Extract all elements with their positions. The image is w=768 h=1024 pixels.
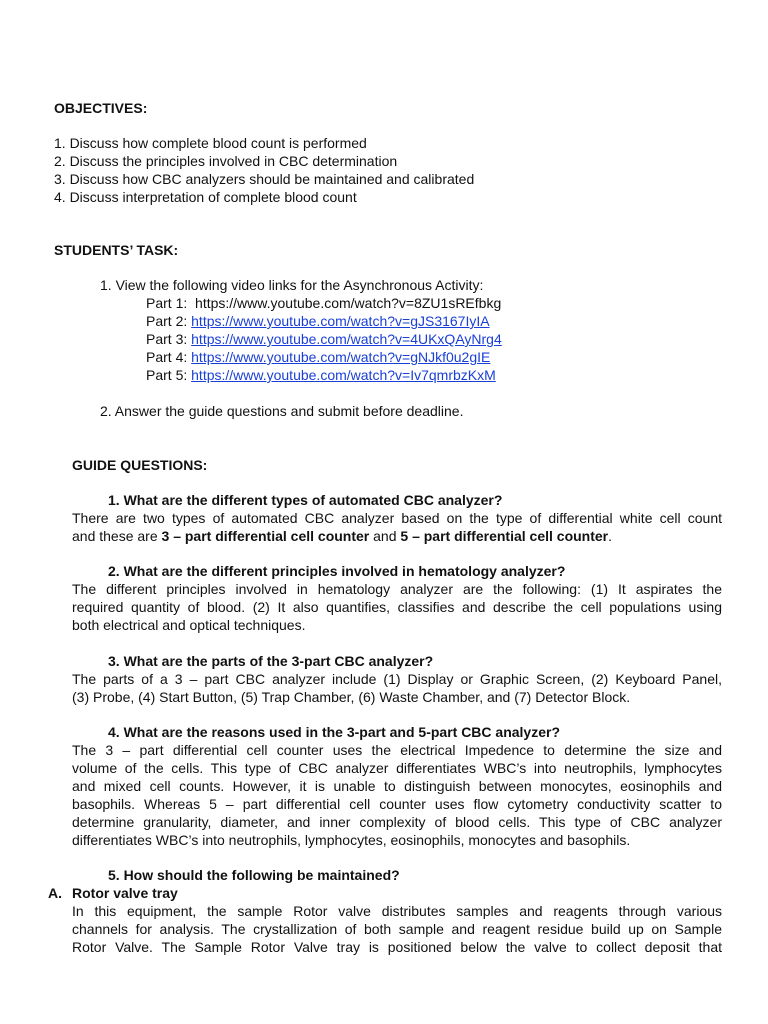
video-part-label: Part 4: (146, 349, 188, 365)
answer-line: (3) Probe, (4) Start Button, (5) Trap Chamber, (6) Waste Chamber, and (7) Detector Block. (72, 689, 631, 705)
objective-item: 3. Discuss how CBC analyzers should be maintained and calibrated (54, 171, 475, 187)
task-item: 1. View the following video links for the Asynchronous Activity: (100, 277, 484, 293)
question-1: 1. What are the different types of automated CBC analyzer? (108, 492, 503, 508)
answer-line: channels for analysis. The crystallization of both sample and reagent residue build up on Sample (72, 921, 722, 937)
answer-line: required quantity of blood. (2) It also quantifies, classifies and describe the cell populations using (72, 599, 722, 615)
students-task-heading: STUDENTS’ TASK: (54, 242, 179, 258)
question-4: 4. What are the reasons used in the 3-part and 5-part CBC analyzer? (108, 724, 560, 740)
answer-emphasis: 3 – part differential cell counter (161, 528, 370, 544)
answer-line: Rotor Valve. The Sample Rotor Valve tray is positioned below the valve to collect deposit that (72, 939, 722, 955)
objective-item: 1. Discuss how complete blood count is performed (54, 135, 367, 151)
answer-line: The 3 – part differential cell counter uses the electrical Impedence to determine the size and (72, 742, 722, 758)
answer-line: determine granularity, diameter, and inner complexity of blood cells. This type of CBC analyzer (72, 814, 722, 830)
question-2: 2. What are the different principles involved in hematology analyzer? (108, 563, 566, 579)
answer-text: . (608, 528, 613, 544)
video-link-row (146, 294, 501, 312)
subsection-title: Rotor valve tray (72, 885, 178, 901)
answer-line: and mixed cell counts. However, it is unable to distinguish between monocytes, eosinophils and (72, 778, 722, 794)
video-link-row (146, 348, 490, 366)
guide-questions-heading: GUIDE QUESTIONS: (72, 457, 208, 473)
video-part-label: Part 2: (146, 313, 188, 329)
objectives-heading: OBJECTIVES: (54, 100, 148, 116)
answer-line: In this equipment, the sample Rotor valve distributes samples and reagents through various (72, 903, 722, 919)
video-link-row (146, 330, 502, 348)
video-url[interactable]: https://www.youtube.com/watch?v=8ZU1sREfbkg (195, 295, 502, 311)
answer-line: both electrical and optical techniques. (72, 617, 306, 633)
task-item: 2. Answer the guide questions and submit before deadline. (100, 403, 464, 419)
answer-text: and these are (72, 528, 162, 544)
answer-text: and (369, 528, 401, 544)
answer-line: The parts of a 3 – part CBC analyzer include (1) Display or Graphic Screen, (2) Keyboard Panel, (72, 671, 722, 687)
answer-line: The different principles involved in hematology analyzer are the following: (1) It aspirates the (72, 581, 722, 597)
answer-line: differentiates WBC’s into neutrophils, lymphocytes, eosinophils, monocytes and basophils. (72, 832, 631, 848)
video-part-label: Part 1: (146, 295, 188, 311)
video-link[interactable]: https://www.youtube.com/watch?v=gJS3167IyIA (191, 313, 490, 329)
video-part-label: Part 5: (146, 367, 188, 383)
answer-2 (72, 580, 722, 634)
answer-1 (72, 509, 722, 545)
answer-5a (72, 902, 722, 956)
answer-line: basophils. Whereas 5 – part differential cell counter uses flow cytometry conductivity scatter to (72, 796, 722, 812)
objective-item: 2. Discuss the principles involved in CBC determination (54, 153, 398, 169)
answer-4 (72, 741, 722, 849)
answer-emphasis: 5 – part differential cell counter (400, 528, 609, 544)
answer-line: volume of the cells. This type of CBC analyzer differentiates WBC’s into neutrophils, lymphocytes (72, 760, 722, 776)
video-part-label: Part 3: (146, 331, 188, 347)
video-link[interactable]: https://www.youtube.com/watch?v=gNJkf0u2gIE (191, 349, 491, 365)
video-link-row (146, 366, 496, 384)
video-link[interactable]: https://www.youtube.com/watch?v=Iv7qmrbzKxM (191, 367, 496, 383)
question-5: 5. How should the following be maintained? (108, 867, 400, 883)
subsection-letter: A. (48, 885, 62, 901)
video-link-row (146, 312, 490, 330)
video-link[interactable]: https://www.youtube.com/watch?v=4UKxQAyNrg4 (191, 331, 502, 347)
answer-3 (72, 670, 722, 706)
objective-item: 4. Discuss interpretation of complete blood count (54, 189, 357, 205)
answer-line (72, 527, 722, 545)
question-3: 3. What are the parts of the 3-part CBC analyzer? (108, 653, 434, 669)
answer-line: There are two types of automated CBC analyzer based on the type of differential white cell count (72, 510, 722, 526)
